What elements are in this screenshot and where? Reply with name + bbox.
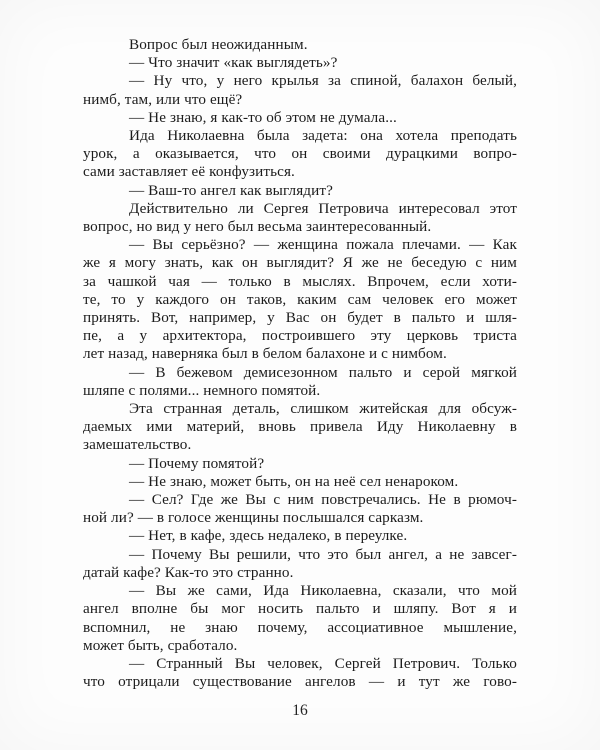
- text-line: — Что значит «как выглядеть»?: [129, 54, 338, 72]
- text-line: — Почему помятой?: [129, 454, 265, 472]
- text-line: сами заставляет её конфузиться.: [83, 163, 295, 181]
- text-line: — Почему Вы решили, что это был ангел, а не завсег-: [129, 545, 517, 563]
- text-line: нимб, там, или что ещё?: [83, 90, 243, 108]
- text-line: — Ваш-то ангел как выглядит?: [129, 181, 333, 199]
- text-line: ангел вполне бы мог носить пальто и шляпу. Вот я и: [83, 600, 517, 618]
- text-line: замешательство.: [83, 436, 192, 454]
- text-line: же я могу знать, как он выглядит? Я же не беседую с ним: [83, 254, 517, 272]
- text-line: — Странный Вы человек, Сергей Петрович. Только: [129, 654, 517, 672]
- text-line: может быть, сработало.: [83, 636, 238, 654]
- page-number: 16: [292, 702, 308, 719]
- text-line: — Нет, в кафе, здесь недалеко, в переулке.: [129, 527, 408, 545]
- text-line: даемых ими материй, вновь привела Иду Николаевну в: [83, 418, 517, 436]
- text-line: — Вы же сами, Ида Николаевна, сказали, что мой: [129, 582, 517, 600]
- text-line: — Вы серьёзно? — женщина пожала плечами. — Как: [129, 236, 517, 254]
- text-line: что отрицали существование ангелов — и тут же гово-: [83, 673, 517, 691]
- text-block: [83, 36, 517, 691]
- text-line: Ида Николаевна была задета: она хотела преподать: [129, 127, 517, 145]
- text-line: — Не знаю, я как-то об этом не думала...: [129, 108, 397, 126]
- text-line: Действительно ли Сергея Петровича интересовал этот: [129, 199, 517, 217]
- text-line: ной ли? — в голосе женщины послышался сарказм.: [83, 509, 424, 527]
- text-line: датай кафе? Как-то это странно.: [83, 563, 294, 581]
- text-line: — Не знаю, может быть, он на неё сел ненароком.: [129, 472, 459, 490]
- text-line: лет назад, наверняка был в белом балахоне и с нимбом.: [83, 345, 447, 363]
- text-line: — В бежевом демисезонном пальто и серой мягкой: [129, 363, 517, 381]
- text-line: вопрос, но вид у него был весьма заинтересованный.: [83, 218, 432, 236]
- text-line: — Сел? Где же Вы с ним повстречались. Не в рюмоч-: [129, 491, 517, 509]
- text-line: Вопрос был неожиданным.: [129, 36, 308, 53]
- text-line: шляпе с полями... немного помятой.: [83, 381, 321, 399]
- text-line: те, то у каждого он таков, каким сам человек его может: [83, 290, 517, 308]
- text-line: пе, а у архитектора, построившего эту церковь триста: [83, 327, 517, 345]
- text-line: урок, а оказывается, что он своими дурацкими вопро-: [83, 145, 517, 163]
- text-line: принять. Вот, например, у Вас он будет в пальто и шля-: [83, 309, 517, 327]
- text-line: — Ну что, у него крылья за спиной, балахон белый,: [129, 72, 517, 90]
- text-line: за чашкой чая — только в мыслях. Впрочем, если хоти-: [83, 272, 517, 290]
- text-line: Эта странная деталь, слишком житейская для обсуж-: [129, 400, 517, 418]
- text-line: вспомнил, не знаю почему, ассоциативное мышление,: [83, 618, 517, 636]
